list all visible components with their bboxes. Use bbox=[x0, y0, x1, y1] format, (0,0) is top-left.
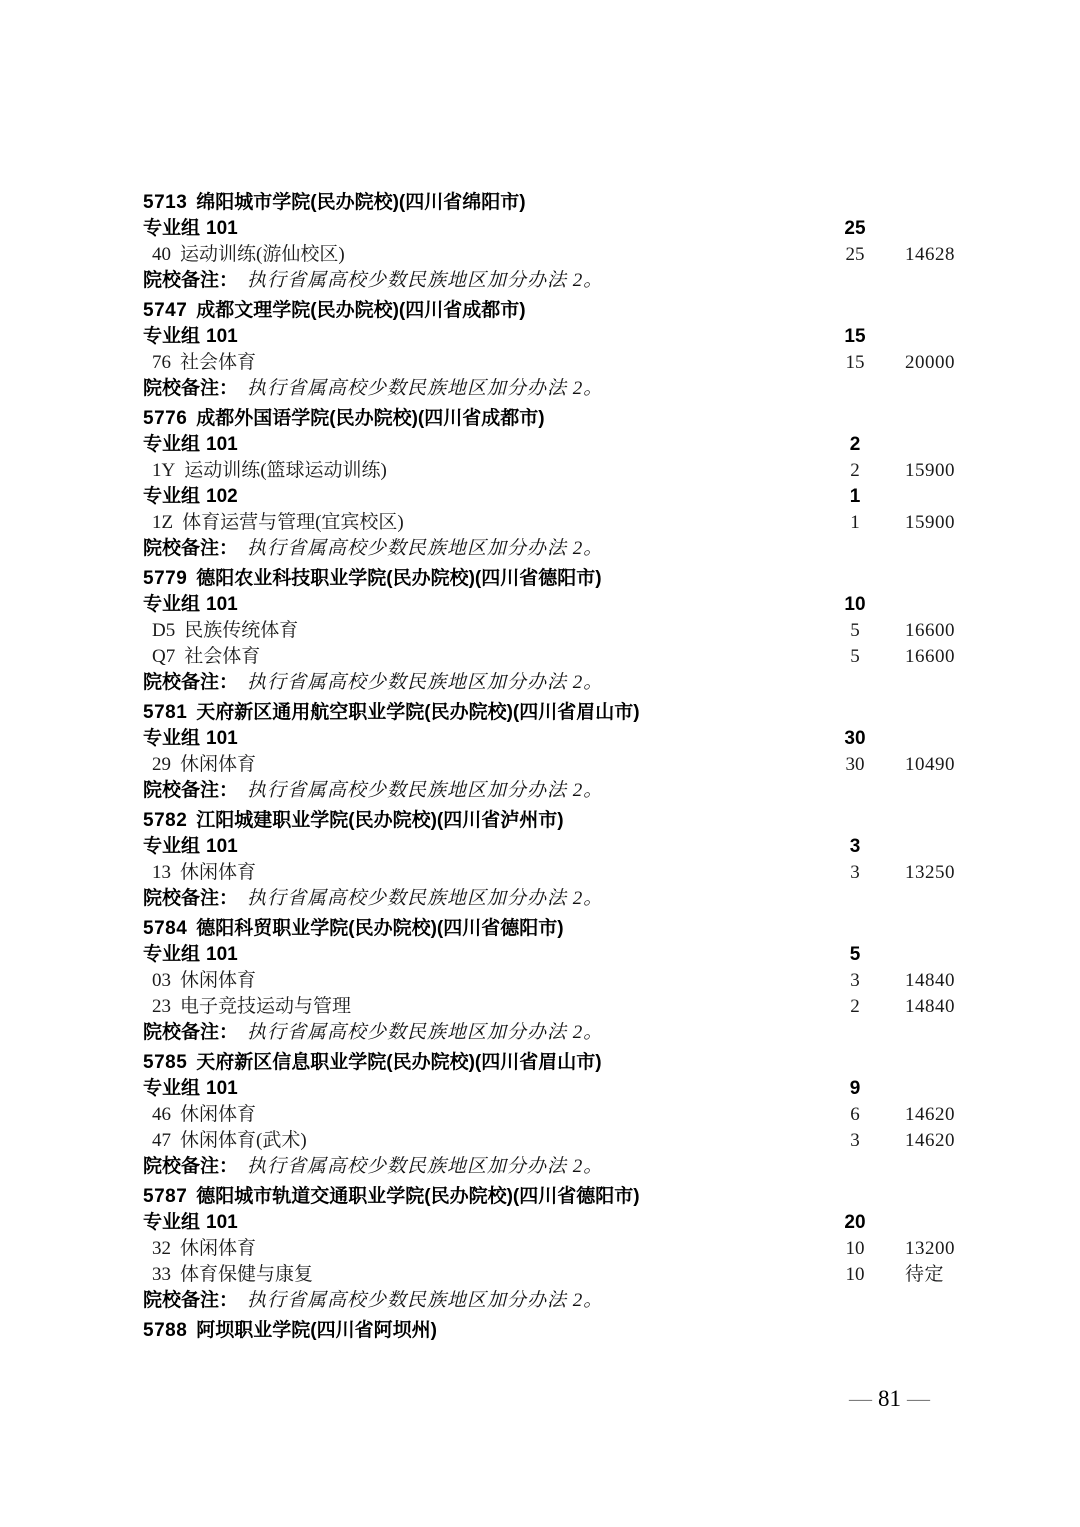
major-name: 体育保健与康复 bbox=[180, 1264, 314, 1285]
remark-text: 执行省属高校少数民族地区加分办法 2。 bbox=[247, 780, 604, 801]
group-row bbox=[143, 592, 955, 618]
remark-label: 院校备注： bbox=[143, 780, 239, 801]
major-row bbox=[143, 350, 955, 376]
group-total: 10 bbox=[844, 594, 866, 615]
group-label: 专业组 bbox=[143, 326, 201, 347]
institution-name: 成都文理学院(民办院校)(四川省成都市) bbox=[196, 300, 526, 321]
major-name: 运动训练(游仙校区) bbox=[180, 244, 345, 265]
major-name: 休闲体育 bbox=[180, 1104, 257, 1125]
major-count: 25 bbox=[845, 244, 865, 265]
group-label: 专业组 bbox=[143, 836, 201, 857]
major-row bbox=[143, 644, 955, 670]
group-total: 1 bbox=[849, 486, 861, 507]
institution-title bbox=[143, 916, 955, 942]
page-number-dash-right: — bbox=[907, 1386, 930, 1411]
institution-entry bbox=[143, 916, 955, 1046]
institution-entry bbox=[143, 808, 955, 912]
institution-code: 5747 bbox=[143, 300, 188, 321]
major-code: 1Y bbox=[152, 460, 176, 481]
major-count: 3 bbox=[850, 1130, 860, 1151]
page-number-dash-left: — bbox=[849, 1386, 872, 1411]
major-count: 3 bbox=[850, 862, 860, 883]
major-fee: 13250 bbox=[905, 862, 955, 883]
group-row bbox=[143, 1076, 955, 1102]
group-row bbox=[143, 324, 955, 350]
institution-name: 天府新区信息职业学院(民办院校)(四川省眉山市) bbox=[196, 1052, 602, 1073]
major-count: 5 bbox=[850, 646, 860, 667]
major-name: 休闲体育 bbox=[180, 1238, 257, 1259]
major-code: 1Z bbox=[152, 512, 174, 533]
major-row bbox=[143, 242, 955, 268]
major-row bbox=[143, 1128, 955, 1154]
institution-code: 5787 bbox=[143, 1186, 188, 1207]
institution-code: 5782 bbox=[143, 810, 188, 831]
institution-code: 5784 bbox=[143, 918, 188, 939]
remark-label: 院校备注： bbox=[143, 888, 239, 909]
major-row bbox=[143, 752, 955, 778]
institution-entry bbox=[143, 700, 955, 804]
group-total: 3 bbox=[849, 836, 861, 857]
major-fee: 10490 bbox=[905, 754, 955, 775]
institution-code: 5776 bbox=[143, 408, 188, 429]
remark-row bbox=[143, 1020, 955, 1046]
group-number: 101 bbox=[206, 728, 238, 749]
group-label: 专业组 bbox=[143, 944, 201, 965]
major-fee: 15900 bbox=[905, 460, 955, 481]
major-name: 运动训练(篮球运动训练) bbox=[184, 460, 387, 481]
major-fee: 14840 bbox=[905, 996, 955, 1017]
group-total: 5 bbox=[849, 944, 861, 965]
group-label: 专业组 bbox=[143, 728, 201, 749]
remark-row bbox=[143, 536, 955, 562]
major-fee: 13200 bbox=[905, 1238, 955, 1259]
group-row bbox=[143, 216, 955, 242]
major-count: 15 bbox=[845, 352, 865, 373]
institution-title bbox=[143, 566, 955, 592]
remark-row bbox=[143, 1154, 955, 1180]
group-total: 15 bbox=[844, 326, 866, 347]
major-row bbox=[143, 994, 955, 1020]
major-count: 1 bbox=[850, 512, 860, 533]
group-row bbox=[143, 726, 955, 752]
entries bbox=[143, 190, 955, 1348]
major-count: 10 bbox=[845, 1264, 865, 1285]
group-total: 9 bbox=[849, 1078, 861, 1099]
major-row bbox=[143, 618, 955, 644]
major-count: 10 bbox=[845, 1238, 865, 1259]
major-row bbox=[143, 1236, 955, 1262]
group-total: 25 bbox=[844, 218, 866, 239]
group-label: 专业组 bbox=[143, 594, 201, 615]
institution-code: 5788 bbox=[143, 1320, 188, 1341]
major-name: 体育运营与管理(宜宾校区) bbox=[182, 512, 404, 533]
institution-title bbox=[143, 808, 955, 834]
page-number bbox=[843, 1384, 936, 1414]
group-number: 101 bbox=[206, 218, 238, 239]
remark-text: 执行省属高校少数民族地区加分办法 2。 bbox=[247, 378, 604, 399]
remark-label: 院校备注： bbox=[143, 672, 239, 693]
remark-label: 院校备注： bbox=[143, 1156, 239, 1177]
remark-text: 执行省属高校少数民族地区加分办法 2。 bbox=[247, 270, 604, 291]
major-name: 休闲体育 bbox=[180, 970, 257, 991]
major-name: 社会体育 bbox=[184, 646, 261, 667]
group-label: 专业组 bbox=[143, 1212, 201, 1233]
group-list bbox=[143, 432, 955, 536]
remark-row bbox=[143, 886, 955, 912]
institution-entry bbox=[143, 566, 955, 696]
institution-name: 德阳农业科技职业学院(民办院校)(四川省德阳市) bbox=[196, 568, 602, 589]
group-number: 101 bbox=[206, 944, 238, 965]
institution-code: 5713 bbox=[143, 192, 188, 213]
group-list bbox=[143, 834, 955, 886]
institution-code: 5779 bbox=[143, 568, 188, 589]
major-code: 47 bbox=[152, 1130, 171, 1151]
institution-title bbox=[143, 406, 955, 432]
institution-title bbox=[143, 1318, 955, 1344]
major-count: 30 bbox=[845, 754, 865, 775]
institution-name: 阿坝职业学院(四川省阿坝州) bbox=[196, 1320, 437, 1341]
group-list bbox=[143, 942, 955, 1020]
major-count: 6 bbox=[850, 1104, 860, 1125]
major-name: 电子竞技运动与管理 bbox=[180, 996, 352, 1017]
major-code: 23 bbox=[152, 996, 171, 1017]
major-name: 社会体育 bbox=[180, 352, 257, 373]
group-row bbox=[143, 484, 955, 510]
institution-name: 江阳城建职业学院(民办院校)(四川省泸州市) bbox=[196, 810, 564, 831]
remark-text: 执行省属高校少数民族地区加分办法 2。 bbox=[247, 1022, 604, 1043]
group-number: 101 bbox=[206, 326, 238, 347]
major-row bbox=[143, 1262, 955, 1288]
institution-title bbox=[143, 1050, 955, 1076]
remark-text: 执行省属高校少数民族地区加分办法 2。 bbox=[247, 672, 604, 693]
major-count: 2 bbox=[850, 996, 860, 1017]
major-fee: 14840 bbox=[905, 970, 955, 991]
major-code: 13 bbox=[152, 862, 171, 883]
major-count: 3 bbox=[850, 970, 860, 991]
major-fee: 16600 bbox=[905, 620, 955, 641]
group-label: 专业组 bbox=[143, 1078, 201, 1099]
group-total: 20 bbox=[844, 1212, 866, 1233]
group-total: 30 bbox=[844, 728, 866, 749]
major-code: 03 bbox=[152, 970, 171, 991]
institution-title bbox=[143, 298, 955, 324]
institution-entry bbox=[143, 1184, 955, 1314]
institution-title bbox=[143, 190, 955, 216]
group-number: 102 bbox=[206, 486, 238, 507]
major-fee: 14620 bbox=[905, 1104, 955, 1125]
major-fee: 14628 bbox=[905, 244, 955, 265]
institution-entry bbox=[143, 298, 955, 402]
remark-row bbox=[143, 670, 955, 696]
remark-label: 院校备注： bbox=[143, 270, 239, 291]
major-code: 40 bbox=[152, 244, 171, 265]
remark-row bbox=[143, 778, 955, 804]
major-code: 46 bbox=[152, 1104, 171, 1125]
remark-row bbox=[143, 268, 955, 294]
institution-title bbox=[143, 700, 955, 726]
major-row bbox=[143, 510, 955, 536]
group-list bbox=[143, 216, 955, 268]
remark-row bbox=[143, 1288, 955, 1314]
remark-label: 院校备注： bbox=[143, 378, 239, 399]
group-total: 2 bbox=[849, 434, 861, 455]
institution-entry bbox=[143, 1050, 955, 1180]
group-list bbox=[143, 1076, 955, 1154]
institution-entry bbox=[143, 190, 955, 294]
remark-text: 执行省属高校少数民族地区加分办法 2。 bbox=[247, 888, 604, 909]
group-row bbox=[143, 834, 955, 860]
major-name: 休闲体育(武术) bbox=[180, 1130, 307, 1151]
major-code: D5 bbox=[152, 620, 176, 641]
institution-entry bbox=[143, 406, 955, 562]
remark-text: 执行省属高校少数民族地区加分办法 2。 bbox=[247, 538, 604, 559]
group-label: 专业组 bbox=[143, 434, 201, 455]
major-row bbox=[143, 1102, 955, 1128]
major-name: 休闲体育 bbox=[180, 862, 257, 883]
remark-row bbox=[143, 376, 955, 402]
group-list bbox=[143, 1210, 955, 1288]
major-code: 76 bbox=[152, 352, 171, 373]
remark-text: 执行省属高校少数民族地区加分办法 2。 bbox=[247, 1290, 604, 1311]
group-list bbox=[143, 726, 955, 778]
institution-name: 德阳科贸职业学院(民办院校)(四川省德阳市) bbox=[196, 918, 564, 939]
group-number: 101 bbox=[206, 1078, 238, 1099]
institution-entry bbox=[143, 1318, 955, 1344]
major-count: 5 bbox=[850, 620, 860, 641]
group-number: 101 bbox=[206, 594, 238, 615]
group-list bbox=[143, 592, 955, 670]
group-label: 专业组 bbox=[143, 486, 201, 507]
major-fee: 15900 bbox=[905, 512, 955, 533]
institution-title bbox=[143, 1184, 955, 1210]
remark-label: 院校备注： bbox=[143, 1290, 239, 1311]
major-fee: 待定 bbox=[905, 1264, 945, 1285]
remark-label: 院校备注： bbox=[143, 1022, 239, 1043]
group-number: 101 bbox=[206, 836, 238, 857]
major-fee: 20000 bbox=[905, 352, 955, 373]
remark-text: 执行省属高校少数民族地区加分办法 2。 bbox=[247, 1156, 604, 1177]
group-number: 101 bbox=[206, 1212, 238, 1233]
major-name: 民族传统体育 bbox=[184, 620, 299, 641]
major-code: 29 bbox=[152, 754, 171, 775]
institution-name: 德阳城市轨道交通职业学院(民办院校)(四川省德阳市) bbox=[196, 1186, 640, 1207]
group-row bbox=[143, 432, 955, 458]
major-row bbox=[143, 968, 955, 994]
major-name: 休闲体育 bbox=[180, 754, 257, 775]
major-count: 2 bbox=[850, 460, 860, 481]
major-code: 32 bbox=[152, 1238, 171, 1259]
remark-label: 院校备注： bbox=[143, 538, 239, 559]
institution-name: 绵阳城市学院(民办院校)(四川省绵阳市) bbox=[196, 192, 526, 213]
page-number-value: 81 bbox=[878, 1386, 901, 1411]
major-fee: 16600 bbox=[905, 646, 955, 667]
group-row bbox=[143, 1210, 955, 1236]
institution-name: 天府新区通用航空职业学院(民办院校)(四川省眉山市) bbox=[196, 702, 640, 723]
institution-code: 5785 bbox=[143, 1052, 188, 1073]
major-code: Q7 bbox=[152, 646, 176, 667]
group-list bbox=[143, 324, 955, 376]
institution-code: 5781 bbox=[143, 702, 188, 723]
group-number: 101 bbox=[206, 434, 238, 455]
major-code: 33 bbox=[152, 1264, 171, 1285]
major-row bbox=[143, 458, 955, 484]
institution-name: 成都外国语学院(民办院校)(四川省成都市) bbox=[196, 408, 545, 429]
major-fee: 14620 bbox=[905, 1130, 955, 1151]
major-row bbox=[143, 860, 955, 886]
group-row bbox=[143, 942, 955, 968]
group-label: 专业组 bbox=[143, 218, 201, 239]
